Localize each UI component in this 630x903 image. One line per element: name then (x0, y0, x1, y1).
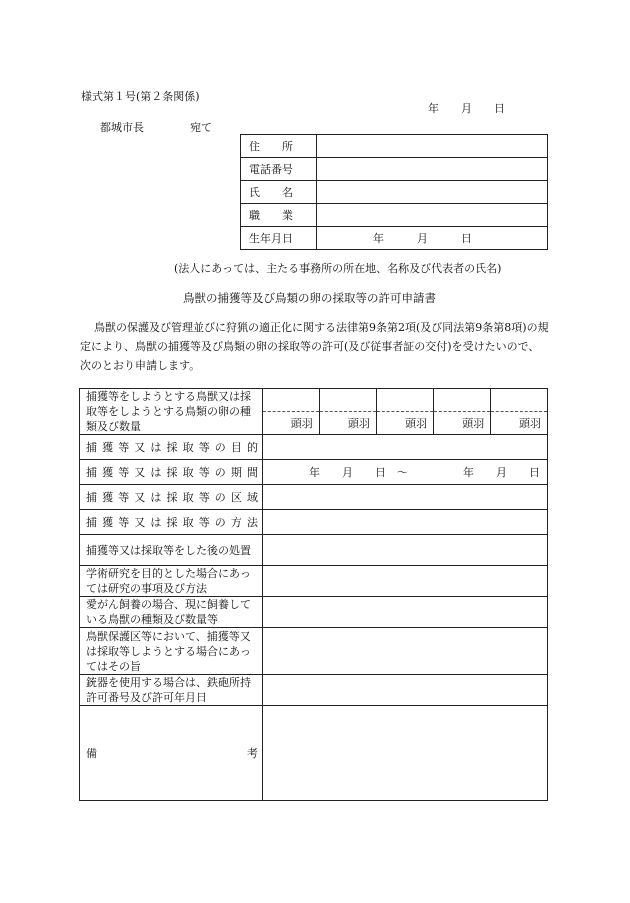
row-purpose (80, 435, 548, 460)
phone-label: 電話番号 (241, 158, 317, 181)
area-label: 捕獲等又は採取等の区域 (80, 485, 263, 510)
purpose-label: 捕獲等又は採取等の目的 (80, 435, 263, 460)
disposal-label: 捕獲等又は採取等をした後の処置 (80, 535, 263, 566)
species-qty-2[interactable]: 頭羽 (319, 412, 376, 435)
research-field[interactable] (263, 566, 548, 597)
applicant-row-phone (241, 158, 548, 181)
application-table (79, 388, 548, 801)
row-sanctuary (80, 628, 548, 675)
method-label: 捕獲等又は採取等の方法 (80, 510, 263, 535)
row-species (80, 389, 548, 435)
row-disposal (80, 535, 548, 566)
row-period (80, 460, 548, 485)
species-name-4[interactable] (434, 389, 491, 412)
honorific: 宛て (190, 121, 212, 134)
applicant-table (240, 134, 548, 250)
period-field[interactable]: 年 月 日 ～ 年 月 日 (263, 460, 548, 485)
intro-paragraph: 鳥獣の保護及び管理並びに狩猟の適正化に関する法律第9条第2項(及び同法第9条第8項)の規定により、鳥獣の捕獲等及び鳥類の卵の採取等の許可(及び従事者証の交付)を受けたいので、次のとおり申請します。 (80, 321, 549, 372)
disposal-field[interactable] (263, 535, 548, 566)
research-label: 学術研究を目的とした場合にあっては研究の事項及び方法 (80, 566, 263, 597)
gun-label: 銃器を使用する場合は、鉄砲所持許可番号及び許可年月日 (80, 675, 263, 706)
name-field[interactable] (317, 181, 548, 204)
birthdate-field[interactable]: 年 月 日 (317, 227, 548, 250)
pet-label: 愛がん飼養の場合、現に飼養している鳥獣の種類及び数量等 (80, 597, 263, 628)
species-qty-1[interactable]: 頭羽 (290, 417, 313, 430)
row-method (80, 510, 548, 535)
species-qty-5[interactable]: 頭羽 (491, 412, 547, 435)
species-name-2[interactable] (319, 389, 376, 412)
remarks-left: 備 (86, 746, 97, 760)
occupation-label: 職 業 (241, 204, 317, 227)
method-field[interactable] (263, 510, 548, 535)
applicant-row-name (241, 181, 548, 204)
addressee: 都城市長 (100, 121, 144, 134)
pet-field[interactable] (263, 597, 548, 628)
area-field[interactable] (263, 485, 548, 510)
phone-field[interactable] (317, 158, 548, 181)
applicant-row-birthdate (241, 227, 548, 250)
row-area (80, 485, 548, 510)
row-remarks (80, 706, 548, 801)
document-title: 鳥獣の捕獲等及び鳥類の卵の採取等の許可申請書 (183, 291, 436, 305)
birthdate-label: 生年月日 (241, 227, 317, 250)
remarks-field[interactable] (263, 706, 548, 801)
name-label: 氏 名 (241, 181, 317, 204)
address-label: 住 所 (241, 135, 317, 158)
gun-field[interactable] (263, 675, 548, 706)
species-name-5[interactable] (491, 389, 547, 412)
row-research (80, 566, 548, 597)
row-gun (80, 675, 548, 706)
applicant-row-occupation (241, 204, 548, 227)
species-name-1[interactable] (263, 389, 319, 412)
species-qty-4[interactable]: 頭羽 (434, 412, 491, 435)
species-label: 捕獲等をしようとする鳥獣又は採取等をしようとする鳥類の卵の種類及び数量 (80, 389, 263, 435)
species-grid (263, 389, 547, 434)
address-field[interactable] (317, 135, 548, 158)
addressee-line (100, 119, 212, 135)
row-pet (80, 597, 548, 628)
corporate-note: (法人にあっては、主たる事務所の所在地、名称及び代表者の氏名) (174, 262, 502, 275)
species-name-3[interactable] (376, 389, 433, 412)
remarks-label (80, 706, 263, 801)
remarks-right: 考 (247, 746, 258, 760)
sanctuary-label: 鳥獣保護区等において、捕獲等又は採取等しようとする場合にあってはその旨 (80, 628, 263, 675)
date-header: 年 月 日 (428, 102, 505, 115)
species-cell[interactable] (263, 389, 548, 435)
purpose-field[interactable] (263, 435, 548, 460)
species-qty-3[interactable]: 頭羽 (376, 412, 433, 435)
occupation-field[interactable] (317, 204, 548, 227)
period-label: 捕獲等又は採取等の期間 (80, 460, 263, 485)
sanctuary-field[interactable] (263, 628, 548, 675)
applicant-row-address (241, 135, 548, 158)
form-number: 様式第１号(第２条関係) (81, 90, 200, 103)
